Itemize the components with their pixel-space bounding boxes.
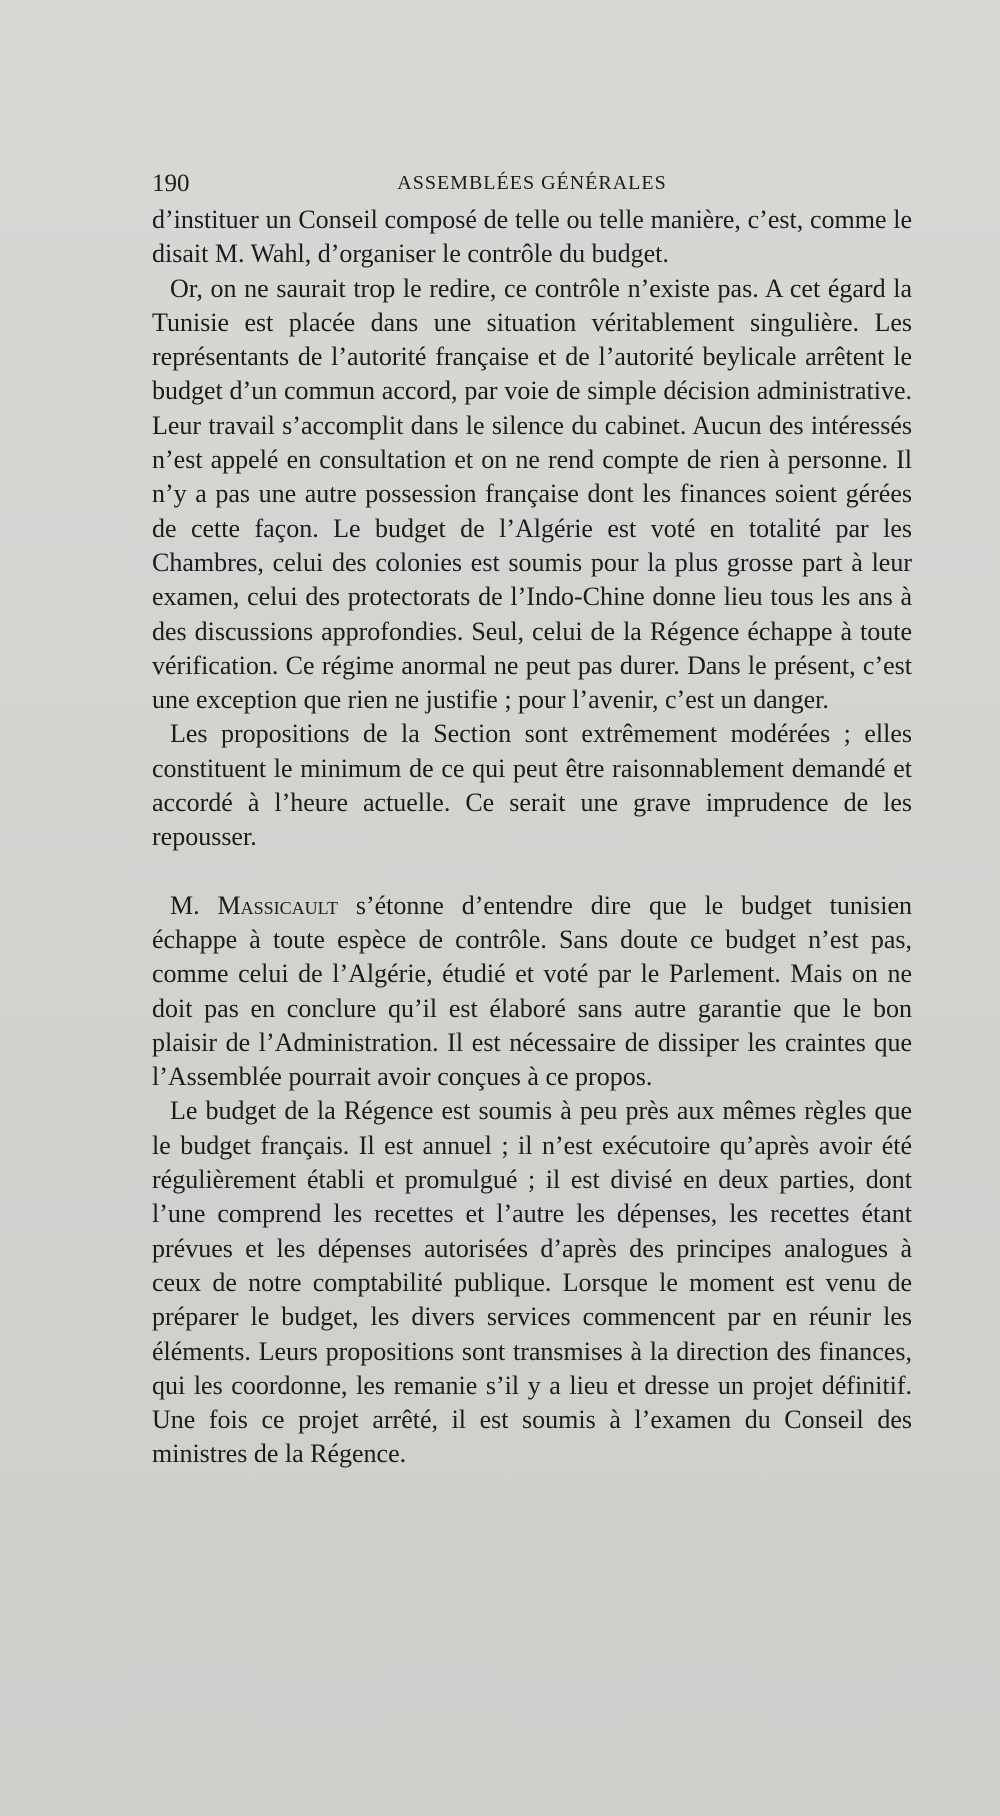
body-text (152, 203, 912, 1472)
paragraph-3: Les propositions de la Section sont extrêmement modérées ; elles constituent le minimum de ce qui peut être raisonnablement demandé et accordé à l’heure actuelle. Ce serait une grave imprudence de les repousser. (152, 719, 912, 852)
speaker-name: Massicault (217, 890, 338, 920)
running-head (152, 170, 912, 200)
page-number: 190 (152, 170, 190, 197)
speaker-prefix: M. (170, 890, 218, 920)
paragraph-1: d’instituer un Conseil composé de telle ou telle manière, c’est, comme le disait M. Wahl, d’organiser le contrôle du budget. (152, 205, 912, 269)
paragraph-4 (152, 889, 912, 1095)
paragraph-5: Le budget de la Régence est soumis à peu près aux mêmes règles que le budget français. Il est annuel ; il n’est exécutoire qu’après avoir été régulièrement établi et promulgué ; il est divisé en deux parties, dont l’une comprend les recettes et l’autre les dépenses, les recettes étant prévues et les dépenses autorisées d’après des principes analogues à ceux de notre comptabilité publique. Lorsque le moment est venu de préparer le budget, les divers services commencent par en réunir les éléments. Leurs propositions sont transmises à la direction des finances, qui les coordonne, les remanie s’il y a lieu et dresse un projet définitif. Une fois ce projet arrêté, il est soumis à l’examen du Conseil des ministres de la Régence. (152, 1096, 912, 1469)
paragraph-2: Or, on ne saurait trop le redire, ce contrôle n’existe pas. A cet égard la Tunisie est placée dans une situation véritablement singulière. Les représentants de l’autorité française et de l’autorité beylicale arrêtent le budget d’un commun accord, par voie de simple décision administrative. Leur travail s’accomplit dans le silence du cabinet. Aucun des intéressés n’est appelé en consultation et on ne rend compte de rien à personne. Il n’y a pas une autre possession française dont les finances soient gérées de cette façon. Le budget de l’Algérie est voté en totalité par les Chambres, celui des colonies est soumis pour la plus grosse part à leur examen, celui des protectorats de l’Indo-Chine donne lieu tous les ans à des discussions approfondies. Seul, celui de la Régence échappe à toute vérification. Ce régime anormal ne peut pas durer. Dans le présent, c’est une exception que rien ne justifie ; pour l’avenir, c’est un danger. (152, 273, 912, 715)
running-title: ASSEMBLÉES GÉNÉRALES (397, 172, 667, 194)
paragraph-4-text: s’étonne d’entendre dire que le budget tunisien échappe à toute espèce de contrôle. Sans doute ce budget n’est pas, comme celui de l’Algérie, étudié et voté par le Parlement. Mais on ne doit pas en conclure qu’il est élaboré sans autre garantie que le bon plaisir de l’Administration. Il est nécessaire de dissiper les craintes que l’Assemblée pourrait avoir conçues à ce propos. (152, 890, 913, 1092)
